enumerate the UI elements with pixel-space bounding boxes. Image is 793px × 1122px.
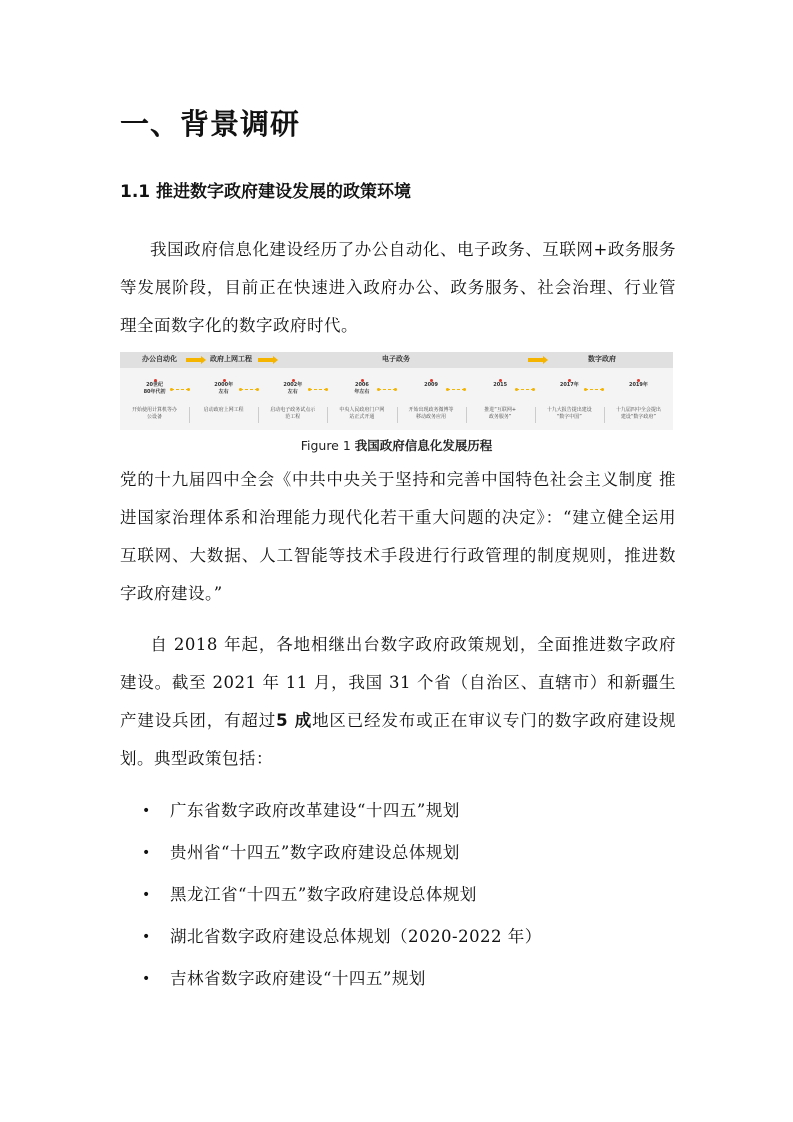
policy-list [140, 792, 542, 1002]
timeline-divider [466, 407, 467, 423]
paragraph-decision-text: 党的十九届四中全会《中共中央关于坚持和完善中国特色社会主义制度 推进国家治理体系和治理能力现代化若干重大问题的决定》：“建立健全运用互联网、大数据、人工智能等技术手段进行行政管理的制度规则，推进数字政府建设。” [120, 470, 676, 603]
timeline-year: 2015 [493, 382, 508, 388]
list-item-text: 黑龙江省“十四五”数字政府建设总体规划 [170, 885, 477, 904]
paragraph-policy-text-b: 地区已经发布或正在审议专门的数字政府建设规划。典型政策包括： [120, 711, 677, 768]
timeline-event: 启动政府上网工程 [203, 407, 244, 413]
timeline-connector [516, 389, 534, 390]
list-item [140, 834, 542, 876]
bullet-icon: • [142, 803, 151, 819]
timeline-connector [240, 389, 258, 390]
timeline-year: 2000年 左右 [214, 382, 234, 395]
timeline-event: 开始使用计算机等办 公设备 [132, 407, 178, 420]
arrow-icon [186, 358, 202, 362]
caption-text: 我国政府信息化发展历程 [354, 438, 493, 453]
timeline-connector [447, 389, 465, 390]
timeline-connector [378, 389, 396, 390]
timeline-connector [309, 389, 327, 390]
list-item [140, 960, 542, 1002]
timeline-divider [327, 407, 328, 423]
figure-caption [120, 436, 673, 454]
section-heading [120, 177, 411, 202]
list-item [140, 918, 542, 960]
list-item [140, 876, 542, 918]
arrow-icon [258, 358, 274, 362]
list-item-text: 广东省数字政府改革建设“十四五”规划 [170, 801, 460, 820]
paragraph-policy-text-a: 自 2018 年起，各地相继出台数字政府政策规划，全面推进数字政府建设。截至 2021 年 11 月，我国 31 个省（自治区、直辖市）和新疆生产建设兵团，有超过 [120, 635, 676, 730]
list-item [140, 792, 542, 834]
timeline-year: 2017年 [559, 382, 579, 388]
timeline-divider [604, 407, 605, 423]
timeline-year: 2006 年左右 [354, 382, 370, 395]
phase-label: 数字政府 [588, 355, 616, 363]
phase-label: 电子政务 [382, 355, 410, 363]
bullet-icon: • [142, 929, 151, 945]
list-item-text: 湖北省数字政府建设总体规划（2020-2022 年） [170, 927, 542, 946]
highlight-share: 5 成 [276, 711, 313, 730]
paragraph-policy [120, 626, 676, 778]
paragraph-intro-text: 我国政府信息化建设经历了办公自动化、电子政务、互联网+政务服务等发展阶段，目前正在快速进入政府办公、政务服务、社会治理、行业管理全面数字化的数字政府时代。 [120, 240, 676, 335]
chapter-heading: 一、背景调研 [120, 107, 301, 141]
timeline-connector [585, 389, 603, 390]
timeline-divider [535, 407, 536, 423]
timeline-year: 2019年 [628, 382, 648, 388]
phase-label: 办公自动化 [142, 355, 177, 363]
section-title: 推进数字政府建设发展的政策环境 [156, 182, 412, 202]
timeline-event: 开始出现政务微博等 移动政务应用 [408, 407, 454, 420]
section-number: 1.1 [120, 182, 151, 202]
caption-prefix: Figure 1 [300, 438, 351, 453]
timeline-divider [397, 407, 398, 423]
list-item-text: 贵州省“十四五”数字政府建设总体规划 [170, 843, 460, 862]
timeline-year: 20世纪 80年代初 [143, 382, 166, 395]
timeline-divider [258, 407, 259, 423]
timeline-divider [189, 407, 190, 423]
timeline-year: 2002年 左右 [283, 382, 303, 395]
timeline-event: 中央人民政府门户网 站正式开通 [339, 407, 385, 420]
paragraph-decision [120, 461, 676, 613]
timeline-event: 启动电子政务试点示 范工程 [270, 407, 316, 420]
timeline-event: 十九大报告提出建设 “数字中国” [546, 407, 592, 420]
timeline-event: 推进“互联网+ 政务服务” [484, 407, 517, 420]
timeline-figure [120, 352, 673, 430]
timeline-event: 十九届四中全会提出 建设“数字政府” [615, 407, 661, 420]
bullet-icon: • [142, 887, 151, 903]
paragraph-intro [120, 231, 676, 345]
timeline-year: 2009 [424, 382, 439, 388]
phase-label: 政府上网工程 [210, 355, 252, 363]
timeline-connector [171, 389, 189, 390]
list-item-text: 吉林省数字政府建设“十四五”规划 [170, 969, 426, 988]
bullet-icon: • [142, 971, 151, 987]
arrow-icon [528, 358, 544, 362]
bullet-icon: • [142, 845, 151, 861]
